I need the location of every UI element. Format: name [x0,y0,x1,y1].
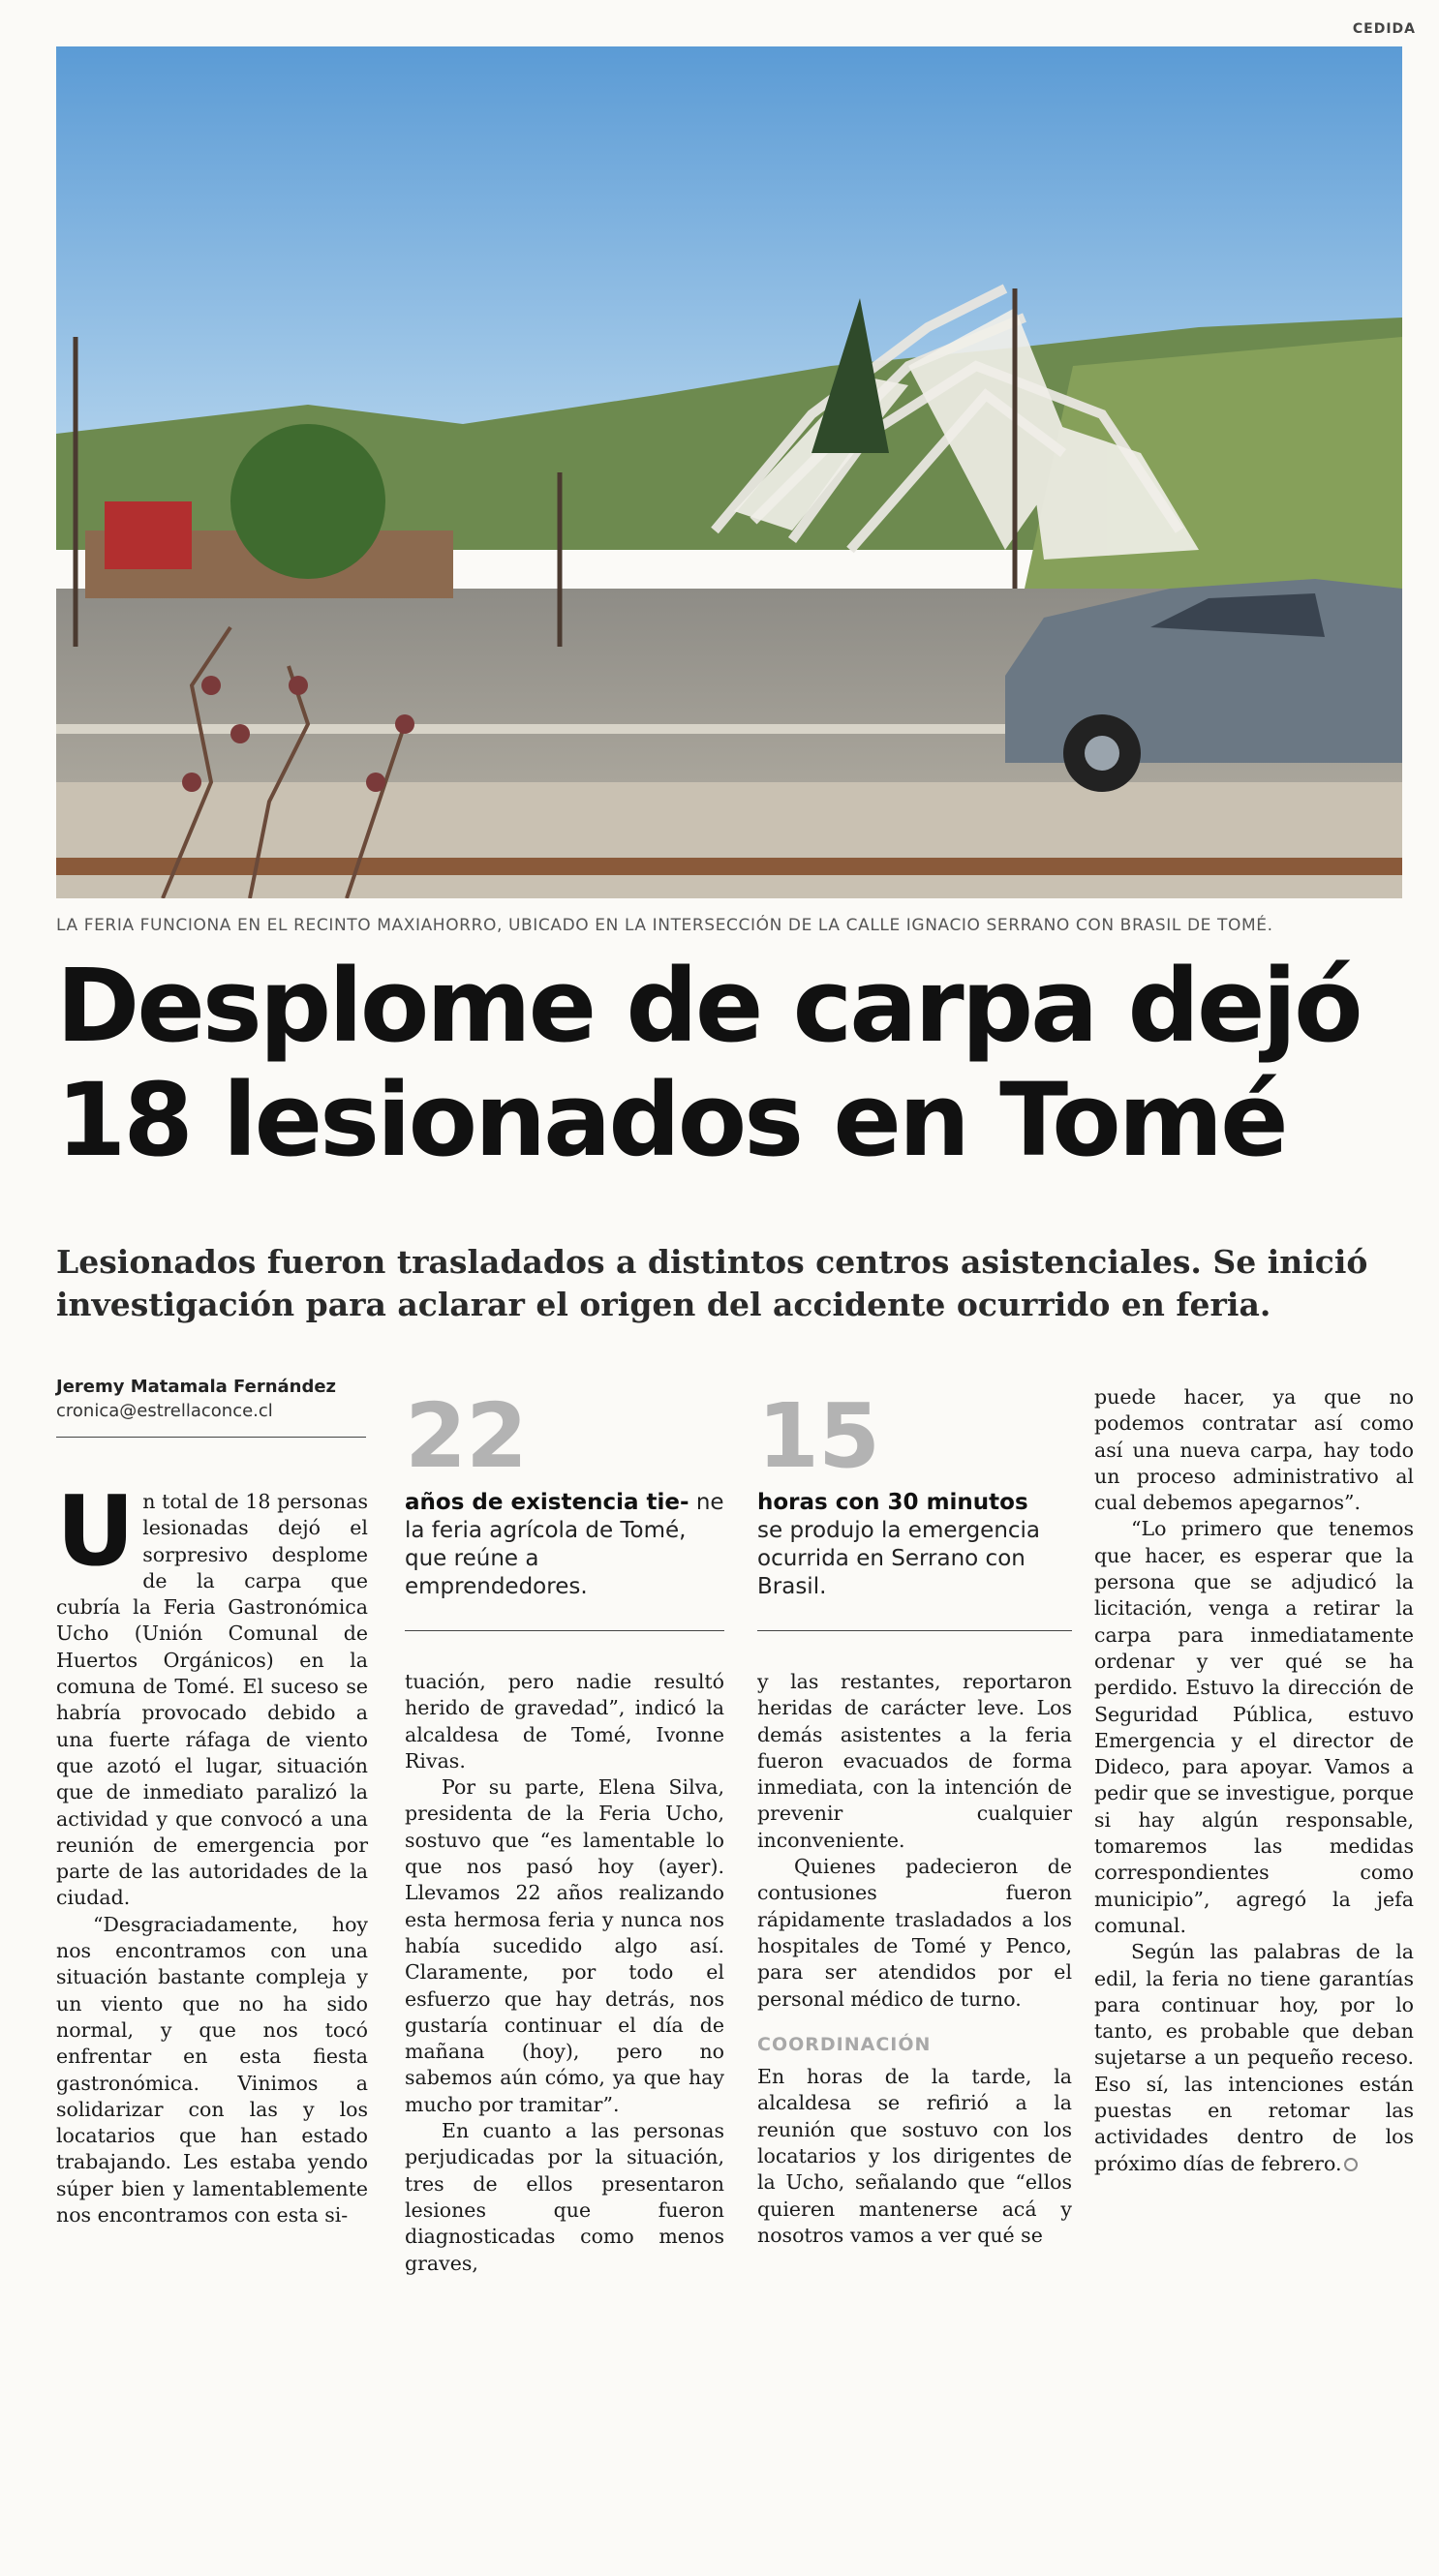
byline-rule [56,1437,366,1438]
paragraph: Quienes padecieron de contusiones fueron rápidamente trasladados a los hospitales de Tomé y Penco, para ser atendidos por el personal médico de turno. [757,1855,1072,2011]
fact-rule [757,1630,1072,1631]
paragraph-text: Según las palabras de la edil, la feria no tiene garantías para continuar hoy, por lo tanto, es probable que deban sujetarse a un pequeño receso. Eso sí, las intenciones están puestas en retomar las actividades dentro de los próximo días de febrero. [1094,1940,1414,2175]
paragraph: tuación, pero nadie resultó herido de gravedad”, indicó la alcaldesa de Tomé, Ivonne Rivas. [405,1670,724,1773]
paragraph: Por su parte, Elena Silva, presidenta de la Feria Ucho, sostuvo que “es lamentable lo que nos pasó hoy (ayer). Llevamos 22 años realizando esta hermosa feria y nunca nos había sucedido algo así. Claramente, por todo el esfuerzo que hay detrás, nos gustaría continuar el día de mañana (hoy), pero no sabemos aún cómo, ya que hay mucho por tramitar”. [405,1775,724,2116]
paragraph: puede hacer, ya que no podemos contratar así como así una nueva carpa, hay todo un proceso administrativo al cual debemos apegarnos”. [1094,1385,1414,1515]
fact-rule [405,1630,724,1631]
paragraph: En cuanto a las personas perjudicadas por la situación, tres de ellos presentaron lesiones que fueron diagnosticadas como menos graves, [405,2119,724,2275]
paragraph: En horas de la tarde, la alcaldesa se refirió a la reunión que sostuvo con los locatarios y los dirigentes de la Ucho, señalando que “ellos quieren mantenerse acá y nosotros vamos a ver qué se [757,2065,1072,2247]
headline [56,949,1402,1177]
paragraph: “Lo primero que tenemos que hacer, es esperar que la persona que se adjudicó la licitación, venga a retirar la carpa para inmediatamente ordenar y ver qué se ha perdido. Estuvo la dirección de Seguridad Pública, estuvo Emergencia y el director de Dideco, para apoyar. Vamos a pedir que se investigue, porque si hay algún responsable, tomaremos las medidas correspondientes como municipio”, agregó la jefa comunal. [1094,1517,1414,1937]
article-column-1 [56,1474,368,2228]
fact-bold: años de existencia tie- [405,1490,689,1515]
author-name: Jeremy Matamala Fernández [56,1377,337,1397]
fact-number: 22 [405,1384,528,1488]
author-email[interactable]: cronica@estrellaconce.cl [56,1401,273,1421]
article-column-3 [757,1669,1072,2249]
fact-number: 15 [757,1384,880,1488]
fact-rest: ne la feria agrícola de Tomé, que reúne a emprendedores. [405,1490,724,1599]
photo-credit: CEDIDA [1352,21,1416,37]
byline [56,1377,366,1438]
paragraph: “Desgraciadamente, hoy nos encontramos con una situación bastante compleja y un viento que no ha sido normal, y que nos tocó enfrentar en esta fiesta gastronómica. Vinimos a solidarizar con las y los locatarios que han estado trabajando. Les estaba yendo súper bien y lamentablemente nos encontramos con esta si- [56,1912,368,2227]
section-subhead: COORDINACIÓN [757,2033,932,2055]
paragraph: n total de 18 personas lesionadas dejó el sorpresivo desplome de la carpa que cubría la Feria Gastronómica Ucho (Unión Comunal de Huertos Orgánicos) en la comuna de Tomé. El suceso se habría provocado debido a una fuerte ráfaga de viento que azotó el lugar, situación que de inmediato paralizó la actividad y que convocó a una reunión de emergencia por parte de las autoridades de la ciudad. [56,1490,368,1910]
collapsed-tent-photo [56,46,1402,898]
paragraph [1094,1939,1414,2177]
news-photo [56,46,1402,898]
end-mark-icon [1344,2158,1358,2171]
fact-rest: se produjo la emergencia ocurrida en Serrano con Brasil. [757,1518,1041,1599]
fact-bold: horas con 30 minutos [757,1490,1028,1515]
fact-text [757,1489,1072,1601]
headline-line-1: Desplome de carpa dejó [56,947,1361,1065]
article-column-2 [405,1669,724,2277]
fact-box-years [405,1384,724,1631]
headline-line-2: 18 lesionados en Tomé [56,1061,1286,1179]
paragraph: y las restantes, reportaron heridas de carácter leve. Los demás asistentes a la feria fueron evacuados de forma inmediata, con la intención de prevenir cualquier inconveniente. [757,1670,1072,1852]
drop-cap: U [56,1474,136,1588]
photo-caption: LA FERIA FUNCIONA EN EL RECINTO MAXIAHORRO, UBICADO EN LA INTERSECCIÓN DE LA CALLE IGNACIO SERRANO CON BRASIL DE TOMÉ. [56,916,1273,935]
deck-subtitle: Lesionados fueron trasladados a distintos centros asistenciales. Se inició investigación para aclarar el origen del accidente ocurrido en feria. [56,1243,1368,1323]
article-column-4 [1094,1384,1414,2177]
fact-box-hours [757,1384,1072,1631]
fact-text [405,1489,724,1601]
